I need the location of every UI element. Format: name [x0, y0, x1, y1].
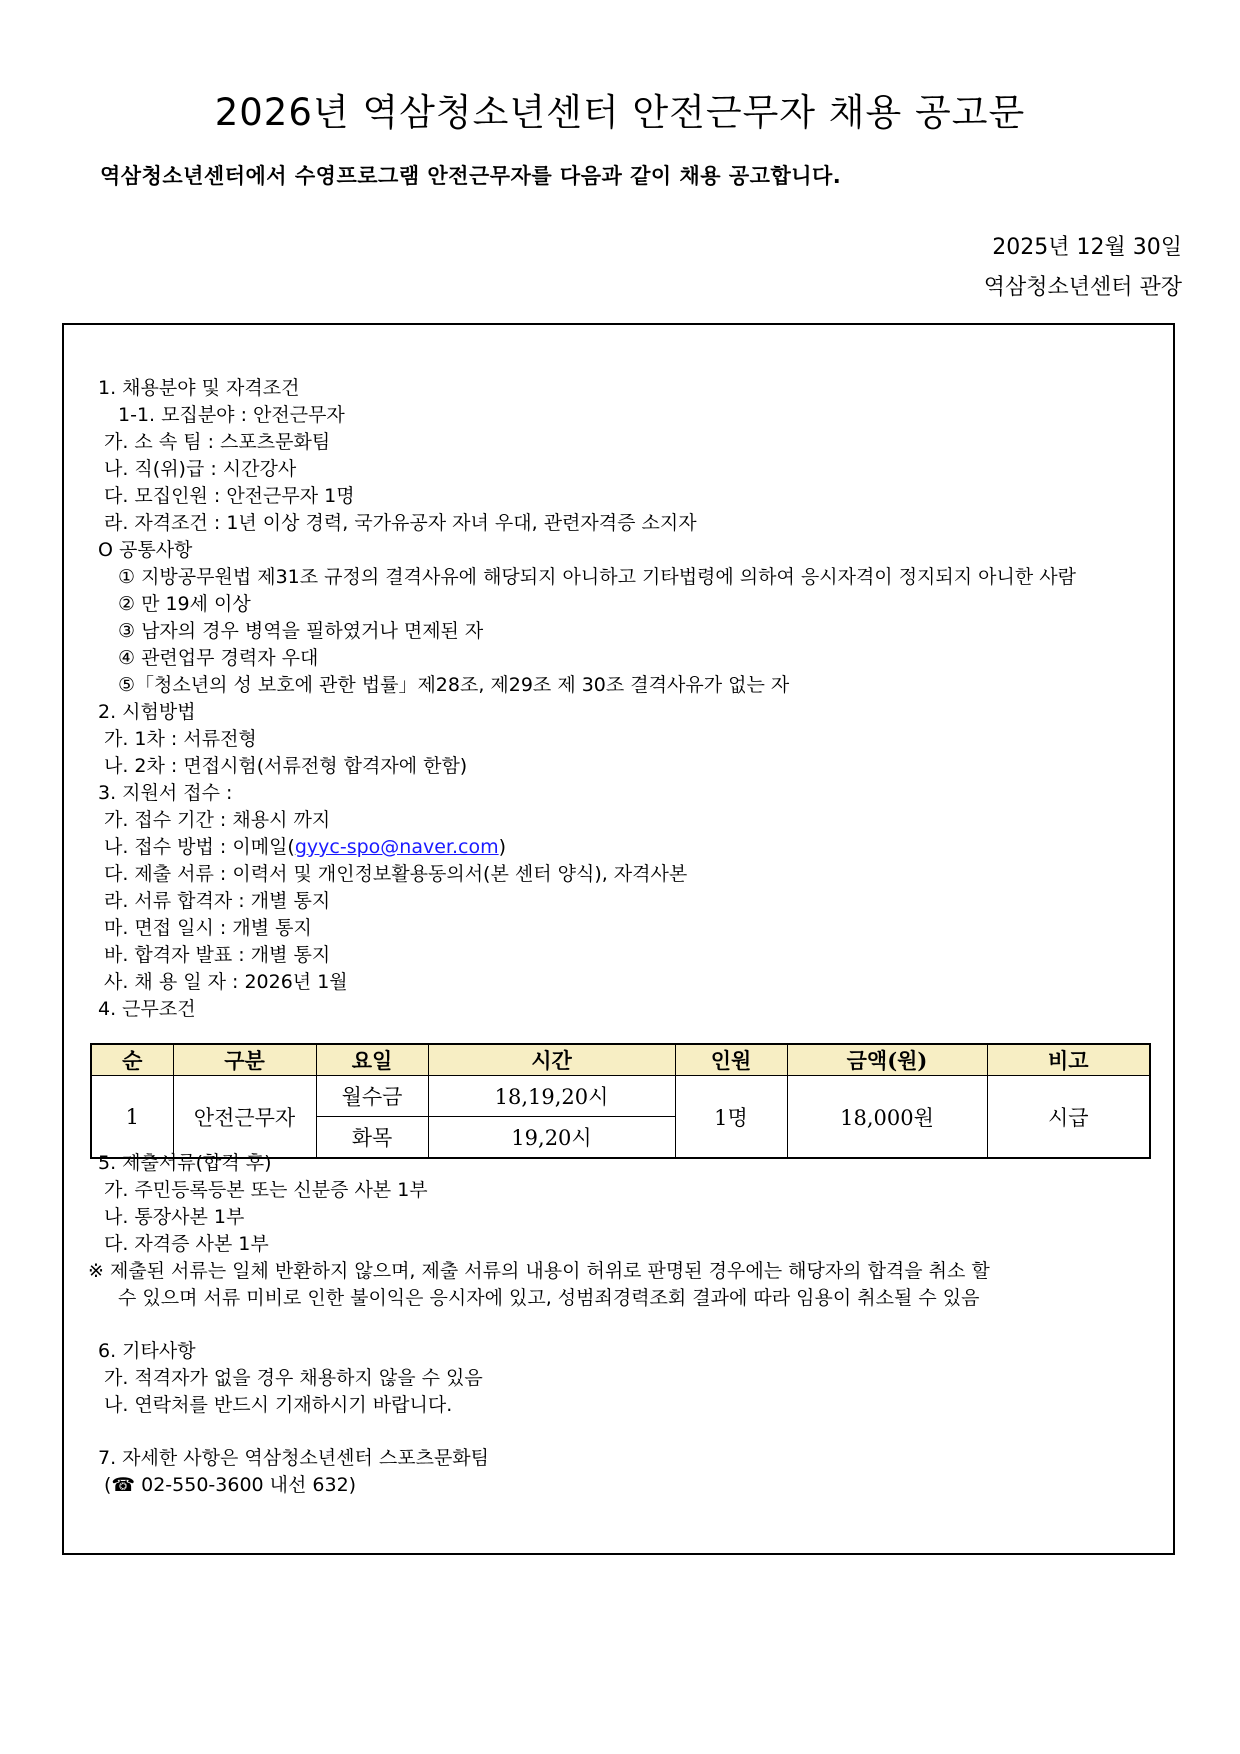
section-5-item-c: 다. 자격증 사본 1부 — [104, 1233, 269, 1255]
cell-count: 1명 — [675, 1076, 787, 1159]
cell-time-1: 18,19,20시 — [428, 1076, 675, 1117]
common-item-1: ① 지방공무원법 제31조 규정의 결격사유에 해당되지 아니하고 기타법령에 의하여 응시자격이 정지되지 아니한 사람 — [118, 566, 1076, 588]
header-note: 비고 — [987, 1044, 1150, 1076]
header-category: 구분 — [173, 1044, 316, 1076]
issuer: 역삼청소년센터 관장 — [983, 275, 1182, 300]
method-suffix: ) — [498, 836, 507, 858]
common-item-5: ⑤「청소년의 성 보호에 관한 법률」제28조, 제29조 제 30조 결격사유가 없는 자 — [118, 674, 790, 696]
section-3-item-a: 가. 접수 기간 : 채용시 까지 — [104, 809, 331, 831]
section-2-heading: 2. 시험방법 — [98, 701, 196, 723]
common-heading: O 공통사항 — [98, 539, 193, 561]
email-link[interactable]: gyyc-spo@naver.com — [294, 836, 499, 858]
cell-category: 안전근무자 — [173, 1076, 316, 1159]
section-6-item-b: 나. 연락처를 반드시 기재하시기 바랍니다. — [104, 1394, 453, 1416]
contact-phone: (☎ 02-550-3600 내선 632) — [104, 1474, 357, 1496]
section-3-item-c: 다. 제출 서류 : 이력서 및 개인정보활용동의서(본 센터 양식), 자격사본 — [104, 863, 688, 885]
work-conditions-table — [90, 1043, 1151, 1159]
section-1-heading: 1. 채용분야 및 자격조건 — [98, 377, 300, 399]
intro-text: 역삼청소년센터에서 수영프로그램 안전근무자를 다음과 같이 채용 공고합니다. — [100, 164, 842, 188]
section-1-item-b: 나. 직(위)급 : 시간강사 — [104, 458, 297, 480]
section-6-item-a: 가. 적격자가 없을 경우 채용하지 않을 수 있음 — [104, 1367, 483, 1389]
cell-no: 1 — [91, 1076, 173, 1159]
section-1-item-d: 라. 자격조건 : 1년 이상 경력, 국가유공자 자녀 우대, 관련자격증 소지자 — [104, 512, 697, 534]
section-5-item-b: 나. 통장사본 1부 — [104, 1206, 245, 1228]
section-3-item-g: 사. 채 용 일 자 : 2026년 1월 — [104, 971, 348, 993]
header-time: 시간 — [428, 1044, 675, 1076]
cell-note: 시급 — [987, 1076, 1150, 1159]
section-3-item-f: 바. 합격자 발표 : 개별 통지 — [104, 944, 331, 966]
notice-date: 2025년 12월 30일 — [992, 235, 1182, 260]
section-5-note-line-2: 수 있으며 서류 미비로 인한 불이익은 응시자에 있고, 성범죄경력조회 결과에 따라 임용이 취소될 수 있음 — [118, 1287, 980, 1309]
page-title: 2026년 역삼청소년센터 안전근무자 채용 공고문 — [214, 91, 1026, 134]
section-1-item-c: 다. 모집인원 : 안전근무자 1명 — [104, 485, 355, 507]
method-prefix: 나. 접수 방법 : 이메일( — [104, 836, 295, 858]
common-item-4: ④ 관련업무 경력자 우대 — [118, 647, 319, 669]
section-3-item-e: 마. 면접 일시 : 개별 통지 — [104, 917, 312, 939]
section-5-item-a: 가. 주민등록등본 또는 신분증 사본 1부 — [104, 1179, 428, 1201]
common-item-3: ③ 남자의 경우 병역을 필하였거나 면제된 자 — [118, 620, 484, 642]
header-count: 인원 — [675, 1044, 787, 1076]
section-3-item-d: 라. 서류 합격자 : 개별 통지 — [104, 890, 331, 912]
section-5-heading: 5. 제출서류(합격 후) — [98, 1152, 272, 1174]
table-header-row — [91, 1044, 1150, 1076]
cell-time-2: 19,20시 — [428, 1117, 675, 1159]
cell-day-1: 월수금 — [316, 1076, 428, 1117]
header-day: 요일 — [316, 1044, 428, 1076]
section-5-note-line-1: ※ 제출된 서류는 일체 반환하지 않으며, 제출 서류의 내용이 허위로 판명된 경우에는 해당자의 합격을 취소 할 — [88, 1260, 990, 1282]
cell-amount: 18,000원 — [787, 1076, 987, 1159]
section-3-heading: 3. 지원서 접수 : — [98, 782, 233, 804]
section-1-sub: 1-1. 모집분야 : 안전근무자 — [118, 404, 345, 426]
section-1-item-a: 가. 소 속 팀 : 스포츠문화팀 — [104, 431, 331, 453]
header-amount: 금액(원) — [787, 1044, 987, 1076]
section-4-heading: 4. 근무조건 — [98, 998, 196, 1020]
header-no: 순 — [91, 1044, 173, 1076]
section-3-item-b — [104, 834, 506, 860]
table-row — [91, 1076, 1150, 1117]
section-2-item-b: 나. 2차 : 면접시험(서류전형 합격자에 한함) — [104, 755, 468, 777]
section-2-item-a: 가. 1차 : 서류전형 — [104, 728, 257, 750]
common-item-2: ② 만 19세 이상 — [118, 593, 251, 615]
section-7-heading: 7. 자세한 사항은 역삼청소년센터 스포츠문화팀 — [98, 1447, 490, 1469]
section-6-heading: 6. 기타사항 — [98, 1340, 196, 1362]
cell-day-2: 화목 — [316, 1117, 428, 1159]
